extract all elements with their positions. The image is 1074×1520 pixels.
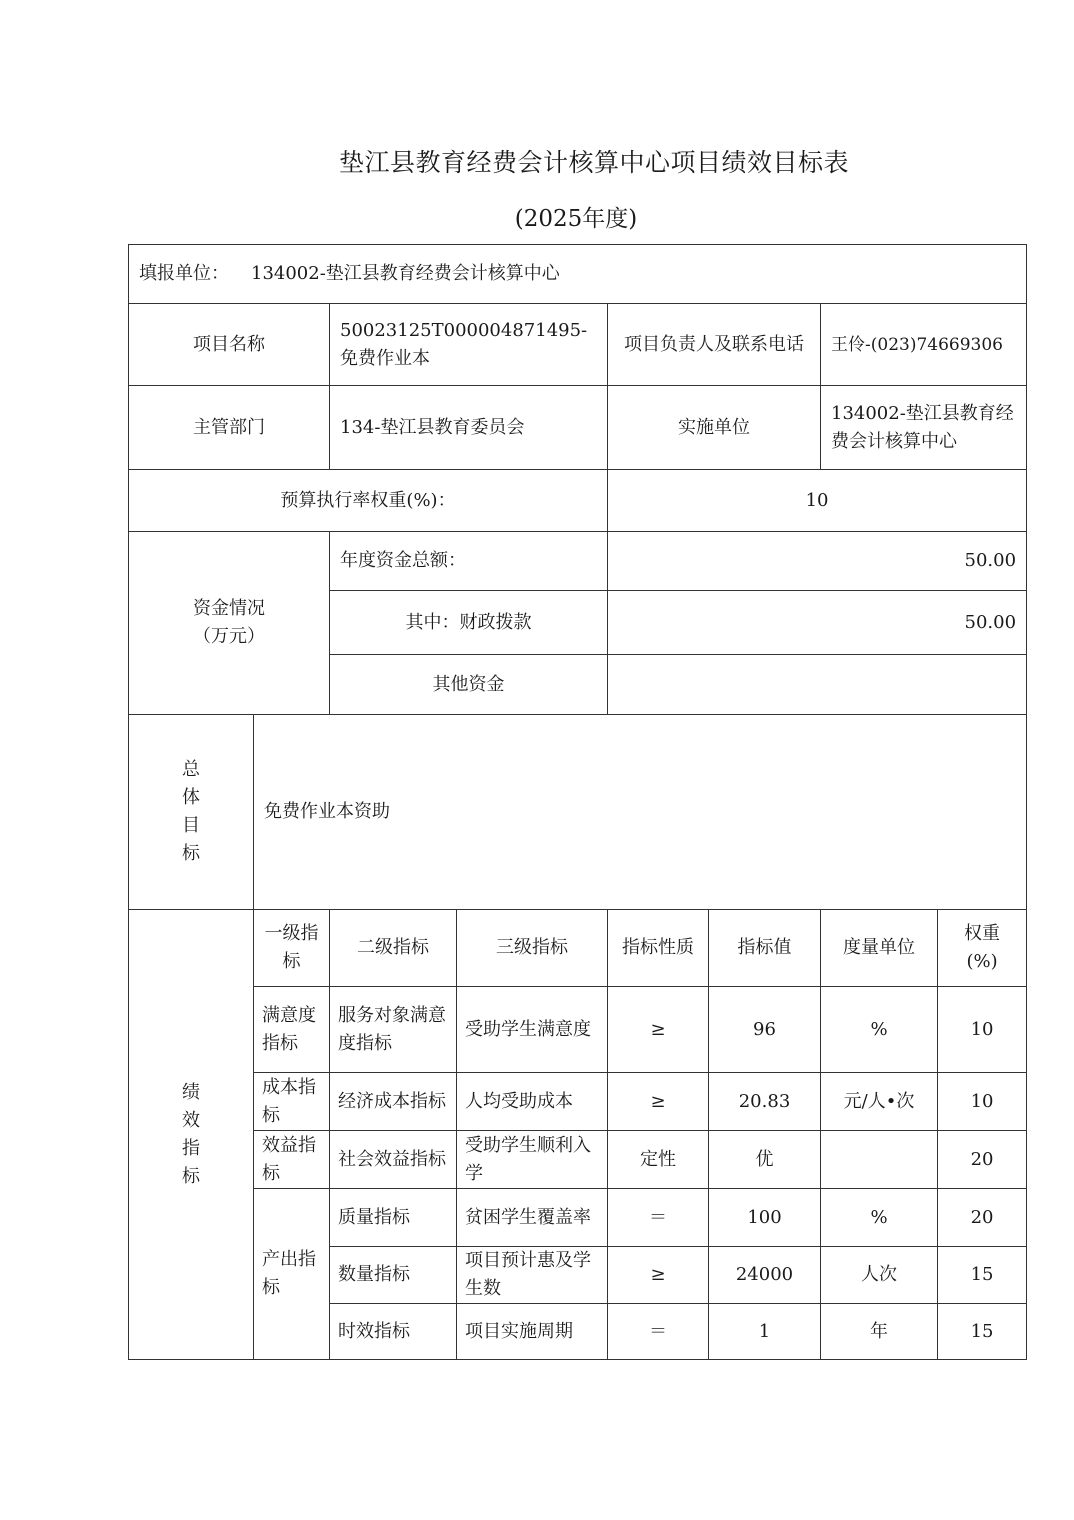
indicator-nature: 定性 [608,1131,709,1189]
department-value: 134-垫江县教育委员会 [330,386,608,470]
overall-goal-label-text: 总体目标 [181,759,200,864]
indicator-row [129,987,1027,1073]
indicator-level2: 社会效益指标 [330,1131,457,1189]
indicator-nature: ＝ [608,1304,709,1360]
indicator-unit: % [821,987,938,1073]
indicator-weight: 10 [938,1073,1027,1131]
indicator-weight: 15 [938,1247,1027,1304]
indicator-level1: 效益指标 [254,1131,330,1189]
indicator-level3: 项目预计惠及学生数 [457,1247,608,1304]
indicator-level1: 满意度指标 [254,987,330,1073]
indicator-level2: 服务对象满意度指标 [330,987,457,1073]
funds-label [129,532,330,715]
indicator-level2: 数量指标 [330,1247,457,1304]
overall-goal-value: 免费作业本资助 [254,715,1027,910]
indicator-value: 20.83 [709,1073,821,1131]
funds-fiscal-label: 其中：财政拨款 [330,591,608,655]
indicator-weight: 20 [938,1131,1027,1189]
header-level1: 一级指标 [254,910,330,987]
indicator-unit: % [821,1189,938,1247]
budget-weight-value: 10 [608,470,1027,532]
header-nature: 指标性质 [608,910,709,987]
indicator-unit: 人次 [821,1247,938,1304]
project-name-value: 50023125T000004871495-免费作业本 [330,304,608,386]
indicator-nature: ＝ [608,1189,709,1247]
indicator-value: 24000 [709,1247,821,1304]
funds-other-value [608,655,1027,715]
indicators-section-label-text: 绩效指标 [181,1081,200,1187]
indicator-level3: 人均受助成本 [457,1073,608,1131]
implementer-label: 实施单位 [608,386,821,470]
indicator-weight: 20 [938,1189,1027,1247]
indicator-level3: 受助学生满意度 [457,987,608,1073]
indicator-nature: ≥ [608,1073,709,1131]
indicator-weight: 10 [938,987,1027,1073]
indicator-unit [821,1131,938,1189]
indicator-value: 96 [709,987,821,1073]
indicator-header-row [129,910,1027,987]
reporting-unit-value: 134002-垫江县教育经费会计核算中心 [251,263,560,284]
indicator-level2: 经济成本指标 [330,1073,457,1131]
contact-label: 项目负责人及联系电话 [608,304,821,386]
indicator-unit: 元/人•次 [821,1073,938,1131]
indicator-weight: 15 [938,1304,1027,1360]
indicator-level1: 成本指标 [254,1073,330,1131]
header-value: 指标值 [709,910,821,987]
funds-total-label: 年度资金总额： [330,532,608,591]
funds-total-row [129,532,1027,591]
funds-other-label: 其他资金 [330,655,608,715]
overall-goal-row [129,715,1027,910]
indicator-unit: 年 [821,1304,938,1360]
budget-weight-row [129,470,1027,532]
indicator-level3: 贫困学生覆盖率 [457,1189,608,1247]
implementer-value: 134002-垫江县教育经费会计核算中心 [821,386,1027,470]
indicator-nature: ≥ [608,987,709,1073]
indicator-level3: 项目实施周期 [457,1304,608,1360]
header-weight: 权重(%) [938,910,1027,987]
header-unit: 度量单位 [821,910,938,987]
indicators-section-label [129,910,254,1360]
indicator-value: 1 [709,1304,821,1360]
project-name-row [129,304,1027,386]
header-level3: 三级指标 [457,910,608,987]
indicator-row [129,1189,1027,1247]
overall-goal-label [129,715,254,910]
project-name-label: 项目名称 [129,304,330,386]
funds-label-text: 资金情况（万元） [193,598,265,647]
performance-target-table [128,244,1027,1360]
indicator-row [129,1131,1027,1189]
budget-weight-label: 预算执行率权重(%)： [129,470,608,532]
indicator-value: 100 [709,1189,821,1247]
reporting-unit-cell [129,245,1027,304]
indicator-level2: 时效指标 [330,1304,457,1360]
department-label: 主管部门 [129,386,330,470]
reporting-unit-row [129,245,1027,304]
header-level2: 二级指标 [330,910,457,987]
indicator-nature: ≥ [608,1247,709,1304]
indicator-value: 优 [709,1131,821,1189]
indicator-row [129,1073,1027,1131]
page-title: 垫江县教育经费会计核算中心项目绩效目标表 [338,148,849,177]
indicator-level2: 质量指标 [330,1189,457,1247]
indicator-level3: 受助学生顺利入学 [457,1131,608,1189]
contact-value: 王伶-(023)74669306 [821,304,1027,386]
reporting-unit-label: 填报单位： [139,263,229,284]
page-subtitle: (2025年度) [514,206,638,232]
indicator-level1: 产出指标 [254,1189,330,1360]
funds-total-value: 50.00 [608,532,1027,591]
department-row [129,386,1027,470]
funds-fiscal-value: 50.00 [608,591,1027,655]
